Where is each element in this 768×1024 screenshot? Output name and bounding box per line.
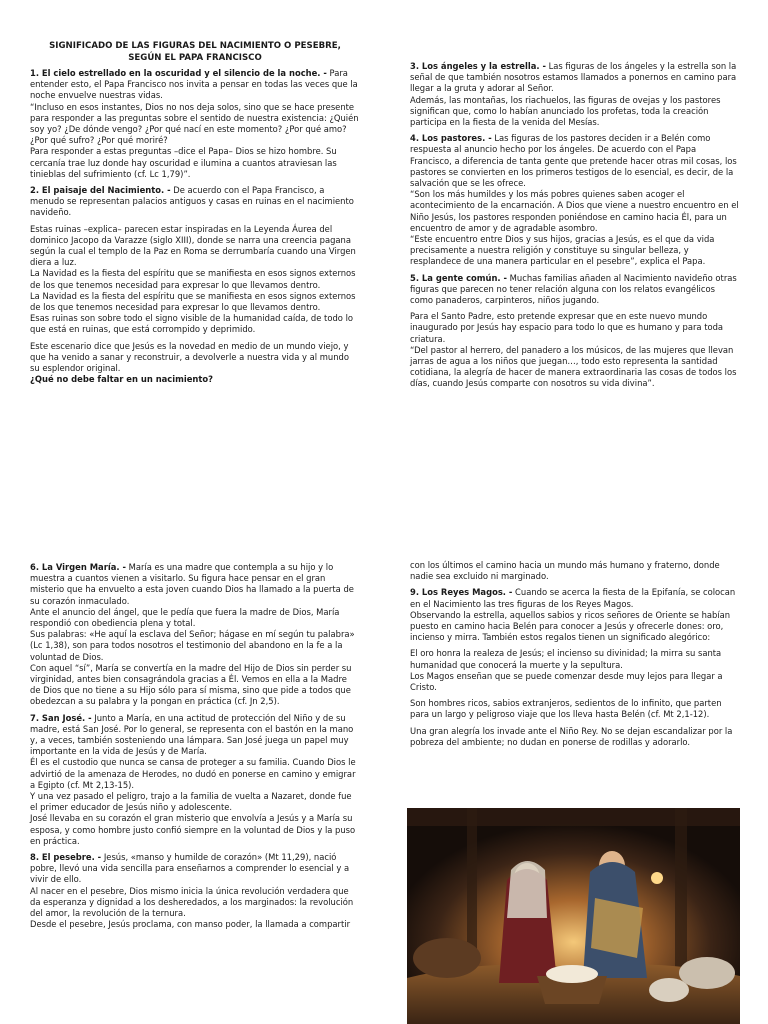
- section-5-heading: 5. La gente común. -: [410, 272, 508, 283]
- section-6-intro: [30, 562, 360, 607]
- animal-lamb: [649, 978, 689, 1002]
- lantern-light: [651, 872, 663, 884]
- section-9-paragraph-5: Son hombres ricos, sabios extranjeros, sedientos de lo infinito, que parten para un largo y peligroso viaje que los lleva hasta Belén (cf. Mt 2,1-12).: [410, 698, 722, 720]
- section-6-intro-text: María es una madre que contempla a su hijo y lo muestra a cuantos vienen a visitarlo. Su figura hace pensar en el gran misterio que ha envuelto a esta joven cuando Dios ha llamado a la puerta de su corazón inmaculado.: [30, 562, 354, 606]
- section-8-intro: [30, 852, 360, 886]
- section-8-heading: 8. El pesebre. -: [30, 852, 102, 863]
- section-8-continuation: con los últimos el camino hacia un mundo más humano y fraterno, donde nadie sea excluido ni marginado.: [410, 560, 720, 582]
- section-8-paragraph-2: Al nacer en el pesebre, Dios mismo inicia la única revolución verdadera que da esperanza y dignidad a los desheredados, a los marginados: la revolución del amor, la revolución de la ternura.: [30, 885, 354, 919]
- section-8-paragraph-3: Desde el pesebre, Jesús proclama, con manso poder, la llamada a compartir: [30, 919, 351, 930]
- section-4-paragraph-2: “Son los más humildes y los más pobres quienes saben acoger el acontecimiento de la encarnación. A Dios que viene a nuestro encuentro en el Niño Jesús, los pastores responden poniéndose en camino hacia Él, para un encuentro de amor y de agradable asombro.: [410, 189, 739, 233]
- section-5-intro-text: Muchas familias añaden al Nacimiento navideño otras figuras que parecen no tener relación alguna con los relatos evangélicos como panaderos, carpinteros, niños jugando.: [410, 272, 737, 306]
- page1-left-column: [30, 40, 360, 390]
- section-9-heading: 9. Los Reyes Magos. -: [410, 587, 513, 598]
- child-in-manger: [546, 965, 598, 983]
- section-4-intro-text: Las figuras de los pastores deciden ir a Belén como respuesta al anuncio hecho por los ángeles. De acuerdo con el Papa Francisco, a diferencia de tanta gente que pretende hacer otras mil cosas, los pastores se convierten en los primeros testigos de lo esencial, es decir, de la salvación que se les ofrece.: [410, 133, 737, 189]
- page2-right-column: [410, 560, 740, 753]
- section-4-heading: 4. Los pastores. -: [410, 133, 492, 144]
- section-7-intro-text: Junto a María, en una actitud de protección del Niño y de su madre, está San José. Por lo general, se representa con el bastón en la mano y, a veces, también sosteniendo una lámpara. San José juega un papel muy importante en la vida de Jesús y de María.: [30, 712, 354, 757]
- section-9-paragraph-2: Observando la estrella, aquellos sabios y ricos señores de Oriente se habían puesto en camino hacia Belén para conocer a Jesús y ofrecerle dones: oro, incienso y mirra. También estos regalos tienen un significado alegórico:: [410, 609, 731, 643]
- document-title-line2: SEGÚN EL PAPA FRANCISCO: [128, 53, 262, 63]
- section-6-paragraph-4: Con aquel “sí”, María se convertía en la madre del Hijo de Dios sin perder su virginidad, antes bien consagrándola gracias a Él. Vemos en ella a la Madre de Dios que no tiene a su Hijo sólo para sí misma, sino que pide a todos que obedezcan a su palabra y la pongan en práctica (cf. Jn 2,5).: [30, 662, 352, 707]
- nativity-scene-photo: [407, 808, 740, 1024]
- animal-sheep: [679, 957, 735, 989]
- figure-joseph-cloak: [591, 898, 643, 958]
- section-7-paragraph-2: Él es el custodio que nunca se cansa de proteger a su familia. Cuando Dios le advirtió de la amenaza de Herodes, no dudó en ponerse en camino y emigrar a Egipto (cf. Mt 2,13-15).: [30, 757, 356, 790]
- section-9-paragraph-4: Los Magos enseñan que se puede comenzar desde muy lejos para llegar a Cristo.: [410, 670, 723, 693]
- section-1-tail: Para responder a estas preguntas –dice el Papa– Dios se hizo hombre. Su cercanía trae luz donde hay oscuridad e ilumina a cuantos atraviesan las tinieblas del sufrimiento (cf. Lc 1,79)”.: [30, 146, 337, 179]
- section-9-intro: [410, 587, 740, 609]
- document-title: [30, 40, 360, 64]
- section-2-intro-text: De acuerdo con el Papa Francisco, a menudo se representan palacios antiguos y casas en ruinas en el nacimiento navideño.: [30, 185, 354, 218]
- section-2-paragraph-3: La Navidad es la fiesta del espíritu que se manifiesta en esos signos externos de los que tenemos necesidad para expresar lo que llevamos dentro.: [30, 268, 356, 290]
- section-3-paragraph-2: Además, las montañas, los riachuelos, las figuras de ovejas y los pastores significan que, como lo habían anunciado los profetas, toda la creación participa en la fiesta de la venida del Mesías.: [410, 94, 721, 128]
- section-9-paragraph-3: El oro honra la realeza de Jesús; el incienso su divinidad; la mirra su santa humanidad que conocerá la muerte y la sepultura.: [410, 648, 722, 670]
- section-7-paragraph-4: José llevaba en su corazón el gran misterio que envolvía a Jesús y a María su esposa, y como hombre justo confió siempre en la voluntad de Dios y la puso en práctica.: [30, 813, 356, 846]
- animal-ox: [413, 938, 481, 978]
- section-1-heading: 1. El cielo estrellado en la oscuridad y el silencio de la noche. -: [30, 68, 327, 78]
- section-2-intro: [30, 185, 360, 219]
- section-7-intro: [30, 713, 360, 758]
- section-1-intro-text: Para entender esto, el Papa Francisco nos invita a pensar en todas las veces que la noche envuelve nuestras vidas.: [30, 68, 358, 101]
- document-title-line1: SIGNIFICADO DE LAS FIGURAS DEL NACIMIENTO O PESEBRE,: [49, 41, 341, 51]
- section-2-paragraph-2: Estas ruinas –explica– parecen estar inspiradas en la Leyenda Áurea del dominico Jacopo da Varazze (siglo XIII), donde se narra una creencia pagana según la cual el templo de la Paz en Roma se derrumbaría cuando una Virgen diera a luz.: [30, 223, 356, 268]
- section-6-paragraph-3: Sus palabras: «He aquí la esclava del Señor; hágase en mí según tu palabra» (Lc 1,38), son para todos nosotros el testimonio del abandono en la fe a la voluntad de Dios.: [30, 629, 355, 662]
- section-9-intro-text: Cuando se acerca la fiesta de la Epifanía, se colocan en el Nacimiento las tres figuras de los Reyes Magos.: [410, 587, 736, 609]
- page1-right-column: [410, 61, 740, 395]
- section-3-intro: [410, 61, 740, 95]
- section-2-paragraph-5: Esas ruinas son sobre todo el signo visible de la humanidad caída, de todo lo que está en ruinas, que está corrompido y deprimido.: [30, 313, 354, 335]
- section-3-intro-text: Las figuras de los ángeles y la estrella son la señal de que también nosotros estamos llamados a ponernos en camino para llegar a la gruta y adorar al Señor.: [410, 61, 737, 94]
- section-4-paragraph-3: “Este encuentro entre Dios y sus hijos, gracias a Jesús, es el que da vida precisamente a nuestra religión y constituye su singular belleza, y resplandece de una manera particular en el pesebre”, explica el Papa.: [410, 234, 715, 267]
- section-6-paragraph-2: Ante el anuncio del ángel, que le pedía que fuera la madre de Dios, María respondió con obediencia plena y total.: [30, 606, 340, 629]
- section-2-heading: 2. El paisaje del Nacimiento. -: [30, 185, 171, 196]
- section-7-paragraph-3: Y una vez pasado el peligro, trajo a la familia de vuelta a Nazaret, donde fue el primer educador de Jesús niño y adolescente.: [30, 791, 352, 813]
- section-5-paragraph-2: Para el Santo Padre, esto pretende expresar que en este nuevo mundo inaugurado por Jesús hay espacio para todo lo que es humano y para toda criatura.: [410, 311, 724, 344]
- section-5-paragraph-3: “Del pastor al herrero, del panadero a los músicos, de las mujeres que llevan jarras de agua a los niños que juegan…, todo esto representa la santidad cotidiana, la alegría de hacer de manera extraordinaria las cosas de todos los días, cuando Jesús comparte con nosotros su vida divina”.: [410, 344, 737, 389]
- page2-left-column: [30, 562, 360, 931]
- section-1-intro: [30, 68, 360, 102]
- section-1-quote: “Incluso en esos instantes, Dios no nos deja solos, sino que se hace presente para responder a las preguntas sobre el sentido de nuestra existencia: ¿Quién soy yo? ¿De dónde vengo? ¿Por qué nací en este momento? ¿Por qué amo? ¿Por qué sufro? ¿Por qué moriré?: [30, 101, 359, 146]
- section-3-heading: 3. Los ángeles y la estrella. -: [410, 61, 546, 71]
- section-2-paragraph-6: Este escenario dice que Jesús es la novedad en medio de un mundo viejo, y que ha venido a sanar y reconstruir, a devolverle a nuestra vida y al mundo su esplendor original.: [30, 340, 349, 374]
- section-5-intro: [410, 273, 740, 307]
- section-9-paragraph-6: Una gran alegría los invade ante el Niño Rey. No se dejan escandalizar por la pobreza del ambiente; no dudan en ponerse de rodillas y adorarlo.: [410, 725, 733, 747]
- section-2-paragraph-4: La Navidad es la fiesta del espíritu que se manifiesta en esos signos externos de los que tenemos necesidad para expresar lo que llevamos dentro.: [30, 290, 356, 313]
- section-2-question: ¿Qué no debe faltar en un nacimiento?: [30, 374, 214, 385]
- figure-mary-veil: [507, 861, 547, 918]
- roof-beam: [407, 808, 740, 826]
- section-7-heading: 7. San José. -: [30, 712, 92, 723]
- section-6-heading: 6. La Virgen María. -: [30, 562, 126, 572]
- section-8-intro-text: Jesús, «manso y humilde de corazón» (Mt 11,29), nació pobre, llevó una vida sencilla para enseñarnos a comprender lo esencial y a vivir de ello.: [30, 852, 350, 885]
- nativity-scene-illustration: [407, 808, 740, 1024]
- section-4-intro: [410, 133, 740, 189]
